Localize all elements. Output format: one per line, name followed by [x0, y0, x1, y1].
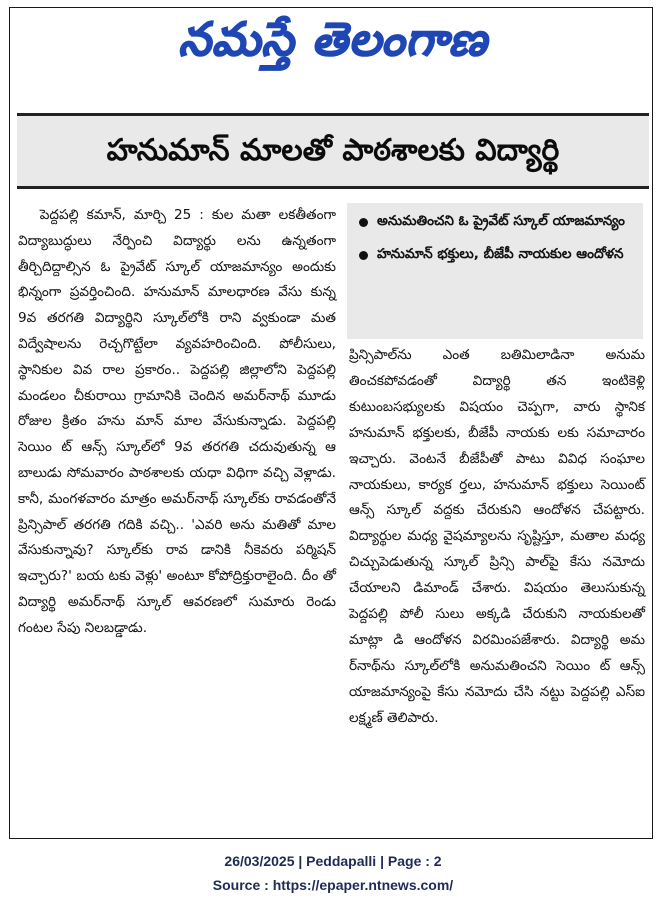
bullet-icon	[359, 251, 368, 260]
bullet-icon	[359, 218, 368, 227]
body-paragraph-left: పెద్దపల్లి కమాన్, మార్చి 25 : కుల మతా లకతీతంగా విద్యాబుద్ధులు నేర్పించి విద్యార్థు లను ఉన్నతంగా తీర్చిదిద్దాల్సిన ఓ ప్రైవేట్ స్కూల్ యాజమాన్యం అందుకు భిన్నంగా ప్రవర్తించింది. హనుమాన్ మాలధారణ వేసు కున్న 9వ తరగతి విద్యార్థిని స్కూల్‌లోకి రాని వ్వకుండా మత విద్వేషాలను రెచ్చగొట్టేలా వ్యవహరించింది. పోలీసులు, స్థానికుల వివ రాల ప్రకారం.. పెద్దపల్లి జిల్లాలోని పెద్దపల్లి మండలం చీకురాయి గ్రామానికి చెందిన అమర్‌నాథ్ మూడు రోజుల క్రితం హను మాన్ మాల వేసుకున్నాడు. పెద్దపల్లి సెయిం ట్ ఆన్స్ స్కూల్‌లో 9వ తరగతి చదువుతున్న ఆ బాలుడు సోమవారం పాఠశాలకు యధా విధిగా వచ్చి వెళ్లాడు. కానీ, మంగళవారం మాత్రం అమర్‌నాథ్ స్కూల్‌కు రావడంతోనే ప్రిన్సిపాల్ తరగతి గదికి వచ్చి.. 'ఎవరి అను మతితో మాల వేసుకున్నావు? స్కూల్‌కు రావ డానికి నీకెవరు పర్మిషన్ ఇచ్చారు?' బయ టకు వెళ్లు' అంటూ కోపోద్రిక్తురాలైంది. దీం తో విద్యార్థి అమర్‌నాథ్ స్కూల్ ఆవరణలో సుమారు రెండు గంటల సేపు నిలబడ్డాడు.	[18, 207, 336, 636]
article-body-left-column	[18, 203, 336, 642]
article-body-right-column	[349, 343, 645, 732]
article-headline: హనుమాన్ మాలతో పాఠశాలకు విద్యార్థి	[17, 113, 649, 189]
body-paragraph-right: ప్రిన్సిపాల్‌ను ఎంత బతిమిలాడినా అనుమ తించకపోవడంతో విద్యార్థి తన ఇంటికెళ్లి కుటుంబసభ్యులకు విషయం చెప్పగా, వారు స్థానిక హనుమాన్ భక్తులకు, బీజేపీ నాయకు లకు సమాచారం ఇచ్చారు. వెంటనే బీజేపీతో పాటు వివిధ సంఘాల నాయకులు, కార్యక ర్తలు, హనుమాన్ భక్తులు సెయింట్ ఆన్స్ స్కూల్ వద్దకు చేరుకుని ఆందోళన చేపట్టారు. విద్యార్థుల మధ్య వైషమ్యాలను సృష్టిస్తూ, మతాల మధ్య చిచ్చుపెడుతున్న స్కూల్ ప్రిన్సి పాల్‌పై కేసు నమోదు చేయాలని డిమాండ్ చేశారు. విషయం తెలుసుకున్న పెద్దపల్లి పోలీ సులు అక్కడి చేరుకుని నాయకులతో మాట్లా డి ఆందోళన విరమింపజేశారు. విద్యార్థి అమ ర్‌నాథ్‌ను స్కూల్‌లోకి అనుమతించని సెయిం ట్ ఆన్స్ యాజమాన్యంపై కేసు నమోదు చేసి నట్టు పెద్దపల్లి ఎస్‌ఐ లక్ష్మణ్ తెలిపారు.	[349, 347, 645, 726]
highlight-text: హనుమాన్ భక్తులు, బీజేపీ నాయకుల ఆందోళన	[377, 246, 624, 262]
highlights-box	[347, 203, 643, 339]
highlight-text: అనుమతించని ఓ ప్రైవేట్ స్కూల్ యాజమాన్యం	[377, 213, 625, 229]
highlight-item	[355, 209, 635, 234]
footer-source: Source : https://epaper.ntnews.com/	[212, 877, 454, 893]
footer-date-edition: 26/03/2025 | Peddapalli | Page : 2	[224, 853, 442, 869]
highlight-item	[355, 242, 635, 267]
page-footer	[0, 849, 666, 897]
newspaper-masthead: నమస్తే తెలంగాణ	[178, 12, 488, 66]
